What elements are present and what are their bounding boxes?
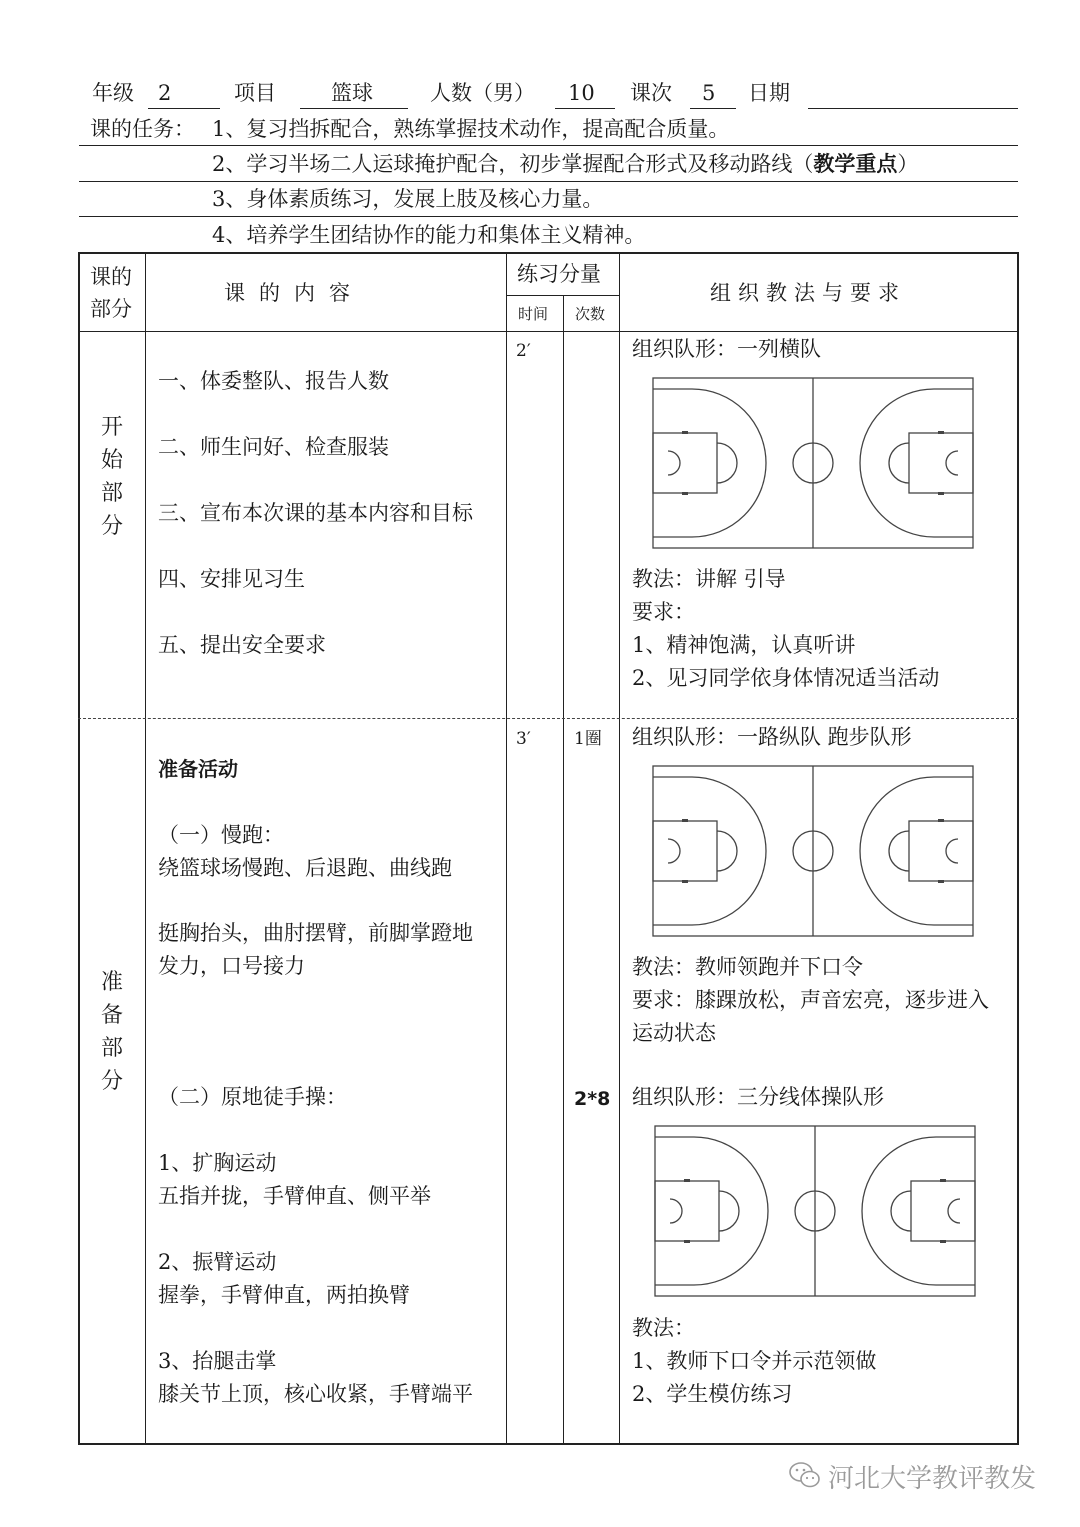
task-item-2-emphasis: 教学重点 (813, 152, 898, 176)
task-item-2: 2、学习半场二人运球掩护配合，初步掌握配合形式及移动路线（教学重点） (212, 152, 919, 176)
task-rule-1 (79, 145, 1018, 146)
prep-ex1-desc: 五指并拢，手臂伸直、侧平举 (158, 1184, 431, 1208)
start-item-4: 四、安排见习生 (158, 567, 305, 591)
grade-label: 年级 (92, 81, 134, 105)
count-underline (555, 108, 615, 109)
prep-formation-2: 组织队形：三分线体操队形 (632, 1085, 884, 1109)
prep-ex2-title: 2、振臂运动 (158, 1250, 277, 1274)
task-rule-2 (79, 181, 1018, 182)
start-req-1: 1、精神饱满，认真听讲 (632, 633, 856, 657)
prep-ex3-title: 3、抬腿击掌 (158, 1349, 277, 1373)
grade-underline (148, 108, 220, 109)
head-time: 时间 (518, 305, 549, 323)
start-item-1: 一、体委整队、报告人数 (158, 369, 389, 393)
project-label: 项目 (234, 81, 276, 105)
prep-jog-req-1: 挺胸抬头，曲肘摆臂，前脚掌蹬地 (158, 921, 473, 945)
count-value: 10 (568, 81, 595, 105)
table-bottom-border (78, 1443, 1019, 1445)
wechat-icon (788, 1460, 822, 1490)
task-item-3: 3、身体素质练习，发展上肢及核心力量。 (212, 187, 604, 211)
basketball-court-diagram (652, 377, 976, 551)
prep-title: 准备活动 (158, 757, 238, 781)
task-item-4: 4、培养学生团结协作的能力和集体主义精神。 (212, 223, 646, 247)
prep-exercise-title: （二）原地徒手操： (158, 1085, 347, 1109)
head-org: 组织教法与要求 (710, 281, 906, 305)
lesson-underline (690, 108, 736, 109)
prep-time: 3′ (516, 729, 531, 749)
table-head-bottom (78, 331, 1019, 332)
head-part-line2: 部分 (90, 297, 132, 321)
start-formation: 组织队形：一列横队 (632, 337, 821, 361)
prep-ex1-title: 1、扩胸运动 (158, 1151, 277, 1175)
table-right-border (1017, 252, 1019, 1444)
prep-times-jog: 1圈 (574, 729, 602, 749)
start-req-2: 2、见习同学依身体情况适当活动 (632, 666, 940, 690)
basketball-court-diagram (654, 1125, 978, 1299)
date-label: 日期 (748, 81, 790, 105)
watermark-text: 河北大学教评教发 (828, 1464, 1037, 1494)
table-left-border (78, 252, 80, 1444)
start-item-5: 五、提出安全要求 (158, 633, 326, 657)
head-content: 课的内容 (224, 281, 364, 305)
head-part-line1: 课的 (90, 265, 132, 289)
task-item-1: 1、复习挡拆配合，熟练掌握技术动作，提高配合质量。 (212, 117, 730, 141)
prep-req-2: 运动状态 (632, 1021, 716, 1045)
lesson-value: 5 (702, 81, 716, 105)
prep-jog-title: （一）慢跑： (158, 823, 284, 847)
start-time: 2′ (516, 341, 531, 361)
col-divider-part (145, 252, 146, 1444)
col-divider-times (619, 252, 620, 1444)
practice-sub-rule (506, 295, 619, 296)
prep-ex3-desc: 膝关节上顶，核心收紧，手臂端平 (158, 1382, 473, 1406)
prep-method-2-item-2: 2、学生模仿练习 (632, 1382, 793, 1406)
col-divider-time (563, 296, 564, 1444)
prep-formation-1: 组织队形：一路纵队 跑步队形 (632, 725, 912, 749)
prep-jog-desc: 绕篮球场慢跑、后退跑、曲线跑 (158, 856, 452, 880)
col-divider-content (506, 252, 507, 1444)
prep-method-2-item-1: 1、教师下口令并示范领做 (632, 1349, 877, 1373)
prep-req-1: 要求：膝踝放松，声音宏亮，逐步进入 (632, 988, 989, 1012)
count-label: 人数（男） (430, 81, 535, 105)
start-req-label: 要求： (632, 600, 695, 624)
prep-ex2-desc: 握拳，手臂伸直，两拍换臂 (158, 1283, 410, 1307)
tasks-label: 课的任务： (90, 117, 195, 141)
section-divider (78, 718, 1019, 719)
lesson-label: 课次 (630, 81, 672, 105)
prep-jog-req-2: 发力，口号接力 (158, 954, 305, 978)
basketball-court-diagram (652, 765, 976, 939)
table-top-border (78, 252, 1019, 254)
prep-part-label: 准 备 部 分 (100, 970, 123, 1094)
date-underline (808, 108, 1018, 109)
project-underline (300, 108, 408, 109)
task-rule-3 (79, 216, 1018, 217)
start-method: 教法：讲解 引导 (632, 567, 786, 591)
start-part-label: 开 始 部 分 (100, 415, 123, 539)
prep-times-exercise: 2*8 (574, 1088, 611, 1110)
grade-value: 2 (158, 81, 172, 105)
start-item-3: 三、宣布本次课的基本内容和目标 (158, 501, 473, 525)
prep-method-2-label: 教法： (632, 1316, 695, 1340)
head-times: 次数 (575, 305, 606, 323)
head-practice: 练习分量 (517, 262, 601, 286)
project-value: 篮球 (331, 81, 373, 105)
start-item-2: 二、师生问好、检查服装 (158, 435, 389, 459)
prep-method-1: 教法：教师领跑并下口令 (632, 955, 863, 979)
